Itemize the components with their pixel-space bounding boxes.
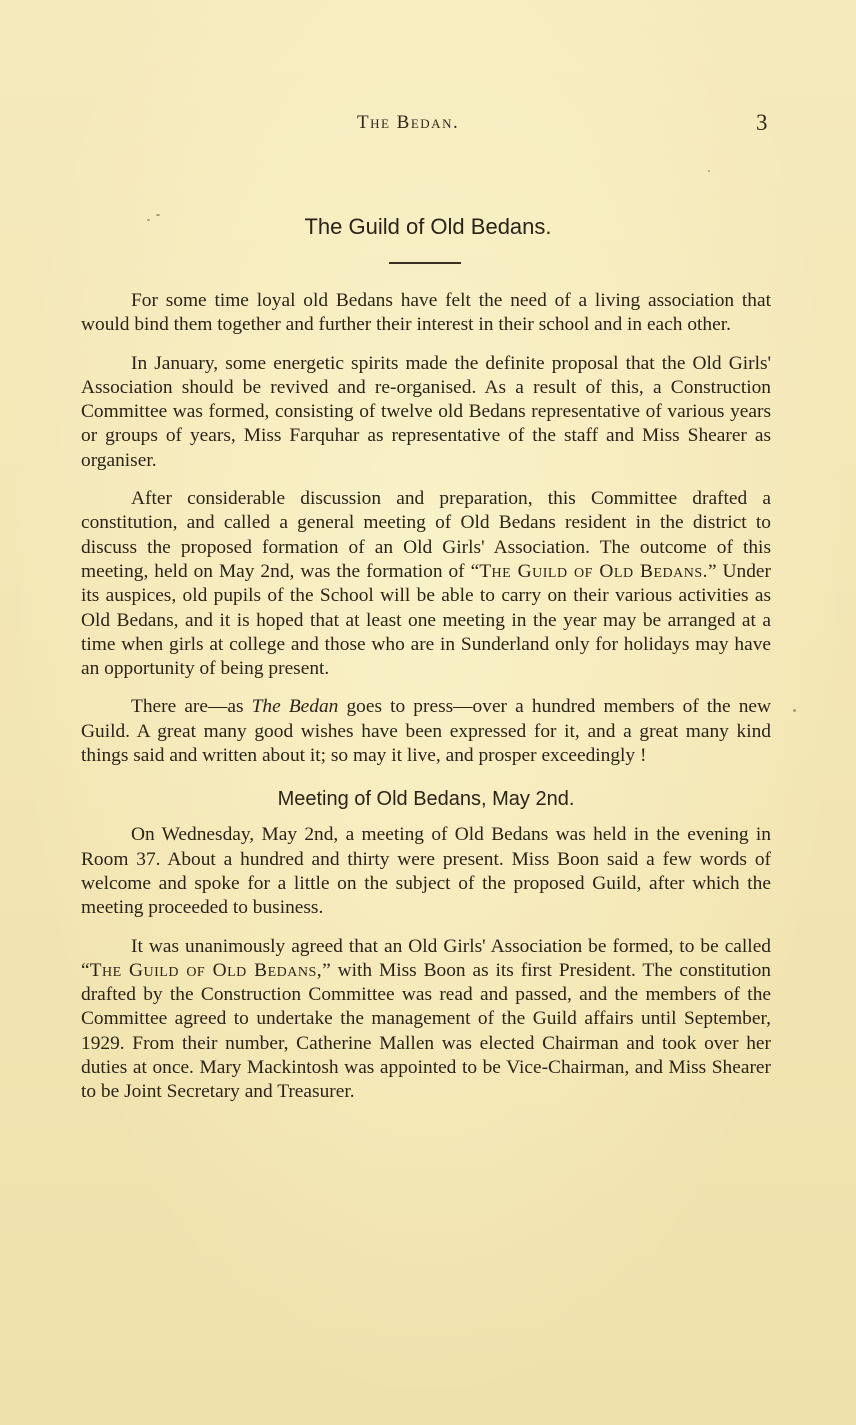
article-title: The Guild of Old Bedans. [304, 214, 552, 239]
meeting-paragraph-1: On Wednesday, May 2nd, a meeting of Old Bedans was held in the evening in Room 37. About a hundred and thirty were present. Miss Boon said a few words of welcome and spoke for a little on the subject of the proposed Guild, after which the meeting proceeded to business. [81, 824, 771, 919]
article-paragraph-3 [81, 487, 771, 681]
meeting-paragraph-2 [81, 935, 771, 1105]
paragraph-3-text-a: After considerable discussion and preparation, this Committee drafted a constitution, and called a general meeting of Old Bedans resident in the district to discuss the proposed formation of an Old Girls' Association. The outcome of this meeting, held on May 2nd, was the formation of “ [81, 488, 771, 582]
article-body [81, 289, 771, 1119]
guild-name-small-caps: The Guild of Old Bedans. [479, 560, 708, 582]
paragraph-4-text-a: There are—as [131, 696, 252, 718]
paper-speck [708, 170, 710, 172]
running-title: The Bedan. [357, 112, 460, 133]
article-paragraph-4 [81, 695, 771, 768]
running-head [0, 112, 856, 142]
meeting-section-title: Meeting of Old Bedans, May 2nd. [277, 788, 575, 811]
paper-speck [793, 709, 796, 712]
guild-name-small-caps-2: The Guild of Old Bedans, [89, 959, 323, 981]
meeting-paragraph-2-text-b: ” with Miss Boon as its first President. The constitution drafted by the Construction Committee was read and passed, and the members of the Committee agreed to undertake the management of the Guild affairs until September, 1929. From their number, Catherine Mallen was elected Chairman and took over her duties at once. Mary Mackintosh was appointed to be Vice-Chairman, and Miss Shearer to be Joint Secretary and Treasurer. [81, 959, 771, 1103]
paper-speck [156, 214, 160, 216]
page-number: 3 [756, 110, 768, 135]
meeting-paragraph-2-text-a: It was unanimously agreed that an Old Girls' Association be formed, to be called “ [81, 935, 771, 981]
paragraph-3-text-b: ” Under its auspices, old pupils of the School will be able to carry on their various activities as Old Bedans, and it is hoped that at least one meeting in the year may be arranged at a time when girls at college and those who are in Sunderland only for holidays may have an opportunity of being present. [81, 560, 771, 680]
magazine-title-italic: The Bedan [251, 696, 339, 718]
article-paragraph-1: For some time loyal old Bedans have felt the need of a living association that would bind them together and further their interest in their school and in each other. [81, 290, 771, 336]
article-paragraph-2: In January, some energetic spirits made the definite proposal that the Old Girls' Association should be revived and re-organised. As a result of this, a Construction Committee was formed, consisting of twelve old Bedans representative of various years or groups of years, Miss Farquhar as representative of the staff and Miss Shearer as organiser. [81, 352, 771, 471]
paper-speck [147, 219, 150, 221]
paragraph-4-text-b: goes to press—over a hundred members of the new Guild. A great many good wishes have been expressed for it, and a great many kind things said and written about it; so may it live, and prosper exceedingly ! [81, 696, 771, 767]
title-rule [389, 262, 461, 264]
